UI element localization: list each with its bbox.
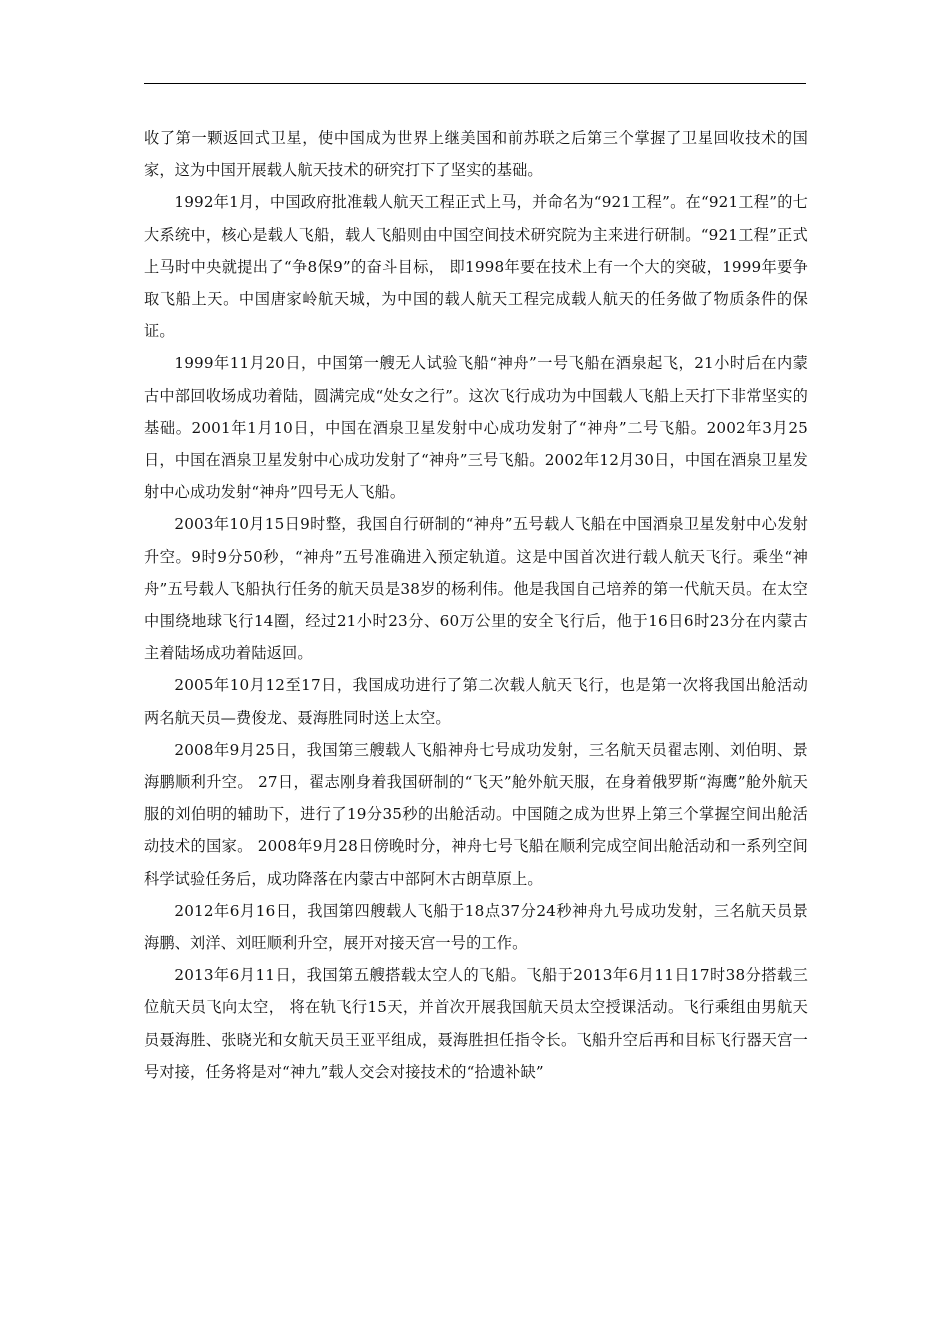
paragraph-shenzhou-5: 2003年10月15日9时整，我国自行研制的“神舟”五号载人飞船在中国酒泉卫星发射中心发射升空。9时9分50秒，“神舟”五号准确进入预定轨道。这是中国首次进行载人航天飞行。乘坐“神舟”五号载人飞船执行任务的航天员是38岁的杨利伟。他是我国自己培养的第一代航天员。在太空中围绕地球飞行14圈，经过21小时23分、60万公里的安全飞行后，他于16日6时23分在内蒙古主着陆场成功着陆返回。 [144,515,808,663]
document-body [144,122,808,1088]
paragraph-project-921: 1992年1月，中国政府批准载人航天工程正式上马，并命名为“921工程”。在“921工程”的七大系统中，核心是载人飞船，载人飞船则由中国空间技术研究院为主来进行研制。“921工程”正式上马时中央就提出了“争8保9”的奋斗目标， 即1998年要在技术上有一个大的突破，1999年要争取飞船上天。中国唐家岭航天城，为中国的载人航天工程完成载人航天的任务做了物质条件的保证。 [144,193,808,341]
paragraph-shenzhou-6: 2005年10月12至17日，我国成功进行了第二次载人航天飞行，也是第一次将我国出舱活动两名航天员—费俊龙、聂海胜同时送上太空。 [144,676,808,727]
header-rule [144,83,806,84]
paragraph-shenzhou-7: 2008年9月25日，我国第三艘载人飞船神舟七号成功发射，三名航天员翟志刚、刘伯明、景海鹏顺利升空。 27日，翟志刚身着我国研制的“飞天”舱外航天服，在身着俄罗斯“海鹰”舱外航天服的刘伯明的辅助下，进行了19分35秒的出舱活动。中国随之成为世界上第三个掌握空间出舱活动技术的国家。 2008年9月28日傍晚时分，神舟七号飞船在顺利完成空间出舱活动和一系列空间科学试验任务后，成功降落在内蒙古中部阿木古朗草原上。 [144,740,808,888]
paragraph-satellite-recovery: 收了第一颗返回式卫星，使中国成为世界上继美国和前苏联之后第三个掌握了卫星回收技术的国家，这为中国开展载人航天技术的研究打下了坚实的基础。 [144,129,808,180]
paragraph-shenzhou-9: 2012年6月16日，我国第四艘载人飞船于18点37分24秒神舟九号成功发射，三名航天员景海鹏、刘洋、刘旺顺利升空，展开对接天宫一号的工作。 [144,901,808,953]
paragraph-shenzhou-10: 2013年6月11日，我国第五艘搭载太空人的飞船。飞船于2013年6月11日17时38分搭载三位航天员飞向太空， 将在轨飞行15天，并首次开展我国航天员太空授课活动。飞行乘组由男航天员聂海胜、张晓光和女航天员王亚平组成，聂海胜担任指令长。飞船升空后再和目标飞行器天宫一号对接，任务将是对“神九”载人交会对接技术的“拾遗补缺” [144,966,808,1081]
paragraph-shenzhou-1-to-4: 1999年11月20日，中国第一艘无人试验飞船“神舟”一号飞船在酒泉起飞，21小时后在内蒙古中部回收场成功着陆，圆满完成“处女之行”。这次飞行成功为中国载人飞船上天打下非常坚实的基础。2001年1月10日，中国在酒泉卫星发射中心成功发射了“神舟”二号飞船。2002年3月25日，中国在酒泉卫星发射中心成功发射了“神舟”三号飞船。2002年12月30日，中国在酒泉卫星发射中心成功发射“神舟”四号无人飞船。 [144,354,808,502]
